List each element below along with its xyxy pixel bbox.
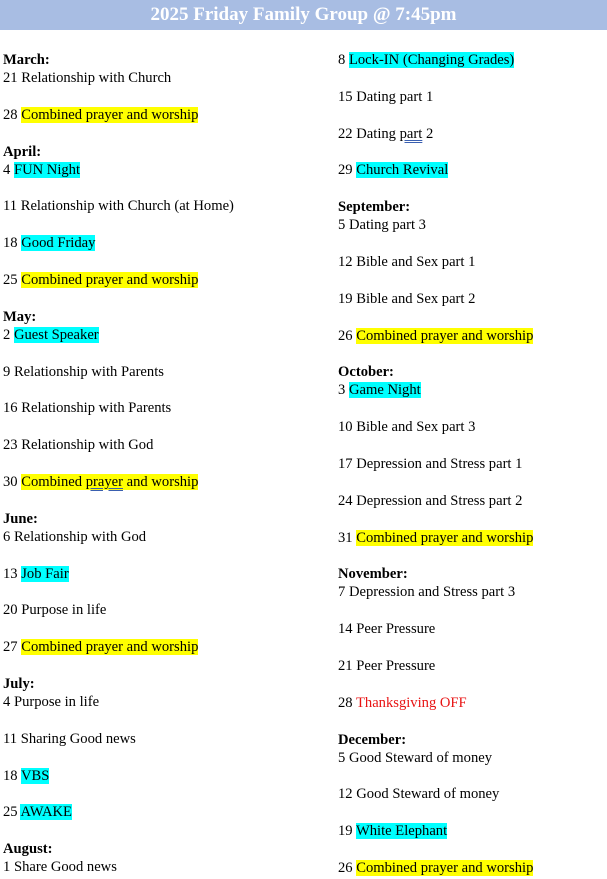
schedule-entry [3, 363, 333, 381]
month-heading: December: [338, 731, 407, 748]
spacer [338, 767, 604, 786]
spacer [3, 124, 333, 143]
entry-topic-part: part [399, 125, 423, 142]
entry-day: 6 [3, 528, 11, 545]
schedule-entry [338, 418, 604, 436]
entry-day: 30 [3, 473, 18, 490]
schedule-entry [338, 694, 604, 712]
spacer [3, 344, 333, 363]
entry-topic: Relationship with Parents [21, 400, 172, 417]
spacer [3, 491, 333, 510]
spacer [338, 638, 604, 657]
entry-topic: Combined prayer and worship [356, 859, 534, 876]
schedule-entry [338, 749, 604, 767]
month-heading: March: [3, 52, 50, 68]
entry-topic [356, 126, 433, 142]
entry-day: 26 [338, 859, 353, 876]
month-heading: June: [3, 510, 38, 527]
entry-topic-part: 2 [422, 125, 434, 142]
schedule-entry [338, 88, 604, 106]
entry-topic: Game Night [348, 382, 421, 399]
entry-day: 11 [3, 730, 18, 747]
spacer [338, 712, 604, 731]
spacer [338, 271, 604, 290]
schedule-entry [338, 125, 604, 143]
spacer [3, 417, 333, 436]
entry-topic: Depression and Stress part 1 [356, 455, 523, 472]
spacer [3, 583, 333, 602]
entry-day: 19 [338, 290, 353, 307]
entry-topic: Dating part 3 [348, 217, 426, 234]
entry-topic: Combined prayer and worship [21, 271, 199, 288]
entry-day: 4 [3, 161, 11, 178]
entry-day: 15 [338, 88, 353, 105]
entry-day: 16 [3, 400, 18, 417]
entry-day: 28 [338, 694, 353, 711]
schedule-entry [338, 327, 604, 345]
schedule-entry [3, 271, 333, 289]
spacer [338, 840, 604, 859]
entry-topic: Guest Speaker [13, 326, 99, 343]
spacer [3, 215, 333, 234]
entry-day: 21 [338, 657, 353, 674]
entry-day: 4 [3, 693, 11, 710]
schedule-right-column [338, 51, 604, 877]
entry-day: 8 [338, 52, 346, 68]
entry-topic: Dating part 1 [356, 88, 434, 105]
entry-topic: Lock-IN (Changing Grades) [348, 52, 515, 68]
entry-day: 18 [3, 767, 18, 784]
spacer [338, 106, 604, 125]
entry-topic: Relationship with God [13, 528, 147, 545]
schedule-entry [3, 528, 333, 546]
spacer [3, 289, 333, 308]
spacer [3, 619, 333, 638]
entry-topic: Purpose in life [13, 693, 100, 710]
spacer [338, 234, 604, 253]
spacer [3, 656, 333, 675]
schedule-entry [338, 529, 604, 547]
entry-day: 17 [338, 455, 353, 472]
schedule-entry [338, 822, 604, 840]
entry-topic: Relationship with Church [21, 70, 172, 86]
entry-day: 20 [3, 602, 18, 619]
entry-topic: Combined prayer and worship [356, 529, 534, 546]
entry-topic [21, 474, 198, 490]
schedule-entry [3, 601, 333, 619]
schedule-entry [3, 803, 333, 821]
schedule-entry [338, 583, 604, 601]
entry-day: 12 [338, 786, 353, 803]
spacer [338, 803, 604, 822]
schedule-entry [338, 785, 604, 803]
entry-topic: Bible and Sex part 3 [356, 419, 476, 436]
entry-topic: VBS [20, 767, 50, 784]
schedule-entry [3, 197, 333, 215]
entry-day: 11 [3, 198, 18, 215]
spacer [338, 308, 604, 327]
schedule-entry [3, 326, 333, 344]
entry-topic: Peer Pressure [356, 657, 436, 674]
month-heading: August: [3, 841, 53, 858]
spacer [338, 547, 604, 566]
spacer [3, 546, 333, 565]
entry-topic: Thanksgiving OFF [355, 694, 467, 711]
schedule-entry [338, 620, 604, 638]
spacer [338, 399, 604, 418]
schedule-entry [3, 69, 333, 87]
spacer [3, 785, 333, 804]
entry-topic: Church Revival [356, 162, 449, 179]
entry-topic: Depression and Stress part 2 [356, 492, 523, 509]
spacer [3, 454, 333, 473]
month-heading: May: [3, 308, 37, 325]
entry-day: 1 [3, 859, 11, 876]
entry-topic: Share Good news [13, 859, 117, 876]
spacer [338, 143, 604, 162]
spacer [3, 711, 333, 730]
entry-topic: Good Friday [21, 235, 96, 252]
entry-day: 3 [338, 382, 346, 399]
spacer [338, 179, 604, 198]
entry-day: 7 [338, 584, 346, 601]
entry-day: 13 [3, 565, 18, 582]
schedule-entry [3, 436, 333, 454]
schedule-entry [3, 565, 333, 583]
spacer [338, 345, 604, 364]
entry-topic: Combined prayer and worship [21, 106, 199, 123]
entry-day: 27 [3, 639, 18, 656]
schedule-entry [338, 216, 604, 234]
entry-day: 18 [3, 235, 18, 252]
schedule-entry [3, 399, 333, 417]
schedule-entry [3, 638, 333, 656]
month-heading: November: [338, 566, 408, 583]
entry-topic: Combined prayer and worship [356, 327, 534, 344]
entry-topic: Job Fair [21, 565, 69, 582]
entry-topic: Relationship with God [21, 437, 154, 454]
entry-topic: Relationship with Parents [13, 363, 164, 380]
schedule-entry [338, 290, 604, 308]
schedule-left-column [3, 51, 333, 876]
schedule-entry [3, 767, 333, 785]
schedule-entry [338, 51, 604, 69]
entry-day: 5 [338, 749, 346, 766]
schedule-entry [338, 492, 604, 510]
entry-topic-part: prayer [85, 473, 123, 490]
entry-topic-part: Combined [21, 473, 86, 490]
entry-topic: Good Steward of money [348, 749, 493, 766]
entry-topic: Relationship with Church (at Home) [20, 198, 234, 215]
entry-day: 25 [3, 804, 18, 821]
schedule-entry [338, 455, 604, 473]
spacer [338, 69, 604, 88]
schedule-entry [3, 473, 333, 491]
entry-topic: Bible and Sex part 2 [356, 290, 476, 307]
schedule-entry [338, 381, 604, 399]
schedule-entry [338, 161, 604, 179]
entry-topic: FUN Night [13, 161, 81, 178]
schedule-entry [3, 234, 333, 252]
month-heading: April: [3, 143, 42, 160]
spacer [3, 87, 333, 106]
entry-day: 29 [338, 162, 353, 179]
entry-day: 9 [3, 363, 11, 380]
entry-topic: Combined prayer and worship [21, 639, 199, 656]
entry-day: 25 [3, 271, 18, 288]
entry-topic: White Elephant [355, 823, 448, 840]
entry-day: 10 [338, 419, 353, 436]
spacer [3, 381, 333, 400]
spacer [3, 179, 333, 198]
spacer [338, 675, 604, 694]
schedule-entry [338, 859, 604, 877]
spacer [338, 436, 604, 455]
entry-day: 28 [3, 106, 18, 123]
entry-topic: Depression and Stress part 3 [348, 584, 516, 601]
entry-topic: Bible and Sex part 1 [356, 253, 476, 270]
entry-day: 5 [338, 217, 346, 234]
entry-day: 19 [338, 823, 353, 840]
entry-topic: AWAKE [20, 804, 72, 821]
spacer [338, 510, 604, 529]
entry-topic: Peer Pressure [356, 621, 436, 638]
schedule-entry [338, 657, 604, 675]
entry-day: 23 [3, 437, 18, 454]
schedule-entry [3, 693, 333, 711]
entry-day: 22 [338, 125, 353, 142]
month-heading: September: [338, 199, 411, 216]
entry-day: 14 [338, 621, 353, 638]
schedule-entry [338, 253, 604, 271]
entry-day: 12 [338, 253, 353, 270]
entry-day: 26 [338, 327, 353, 344]
entry-topic: Sharing Good news [20, 730, 136, 747]
spacer [338, 601, 604, 620]
spacer [338, 473, 604, 492]
month-heading: July: [3, 675, 35, 692]
schedule-entry [3, 106, 333, 124]
schedule-entry [3, 161, 333, 179]
entry-day: 31 [338, 529, 353, 546]
entry-topic-part: Dating [356, 125, 400, 142]
spacer [3, 748, 333, 767]
month-heading: October: [338, 364, 394, 381]
spacer [3, 821, 333, 840]
entry-day: 2 [3, 326, 11, 343]
page-title: 2025 Friday Family Group @ 7:45pm [0, 0, 607, 30]
schedule-entry [3, 858, 333, 876]
entry-topic-part: and worship [123, 473, 199, 490]
entry-topic: Good Steward of money [356, 786, 500, 803]
entry-topic: Purpose in life [21, 602, 107, 619]
entry-day: 24 [338, 492, 353, 509]
spacer [3, 252, 333, 271]
entry-day: 21 [3, 70, 18, 86]
schedule-entry [3, 730, 333, 748]
